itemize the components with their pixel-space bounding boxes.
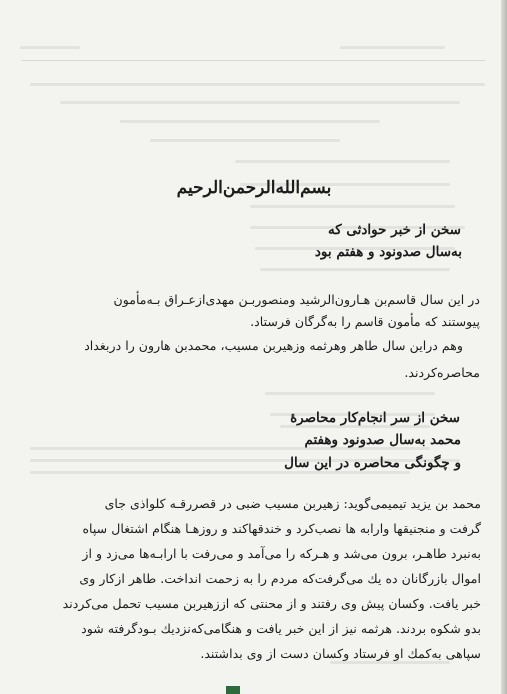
section2-body-line: بدو شکوه بردند. هرثمه نیز از این خبر یافت و هنگامی‌که‌نزدیك بـودگرفته شود [81, 621, 481, 636]
section1-heading-line1: سخن از خبر حوادثی که [328, 222, 461, 238]
section2-body-line: به‌نبرد طاهـر، برون می‌شد و هـرکه را می‌آمد و می‌رفت با ارابـه‌ها می‌زد و از [82, 546, 481, 561]
section2-body-line: خبر یافت. وکسان پیش وی رفتند و از محنتی که اززهیربن مسیب تحمل می‌کردند [62, 596, 481, 611]
section1-paragraph-line: در این سال قاسم‌بن هـارون‌الرشید ومنصوربـن مهدی‌ازعـراق بـه‌مأمون [113, 292, 480, 307]
footer-logo-mark [226, 686, 240, 694]
section1-paragraph-line: محاصره‌کردند. [404, 365, 480, 380]
basmala-heading: بسم‌الله‌الرحمن‌الرحیم [176, 178, 332, 198]
section2-heading-line2: محمد به‌سال صدونود وهفتم [304, 432, 461, 448]
section2-body-line: اموال بازرگانان ده یك می‌گرفت‌که مردم را به زحمت انداخت. طاهر ازکار وی [79, 571, 481, 586]
section2-body-line: سپاهی به‌کمك او فرستاد وکسان دست از وی بداشتند. [200, 646, 481, 661]
section1-heading-line2: به‌سال صدونود و هفتم بود [314, 244, 462, 260]
page-edge-shadow [501, 0, 507, 694]
section2-body-line: محمد بن یزید تیمیمی‌گوید: زهیربن مسیب ضبی در قصررقـه کلواذی جای [104, 496, 481, 511]
section2-heading-line3: و چگونگی محاصره در این سال [284, 455, 461, 471]
section2-body-line: گرفت و منجنیقها وارابه ها نصب‌کرد و خندقهاکند و روزهـا هنگام اشتغال سپاه [82, 521, 481, 536]
section1-paragraph-line: پیوستند که مأمون قاسم را به‌گرگان فرستاد. [250, 314, 480, 329]
section1-paragraph-line: وهم دراین سال طاهر وهرثمه وزهیربن مسیب، محمدبن هارون را دربغداد [84, 338, 463, 353]
section2-heading-line1: سخن از سر انجام‌کار محاصرهٔ [290, 410, 460, 426]
